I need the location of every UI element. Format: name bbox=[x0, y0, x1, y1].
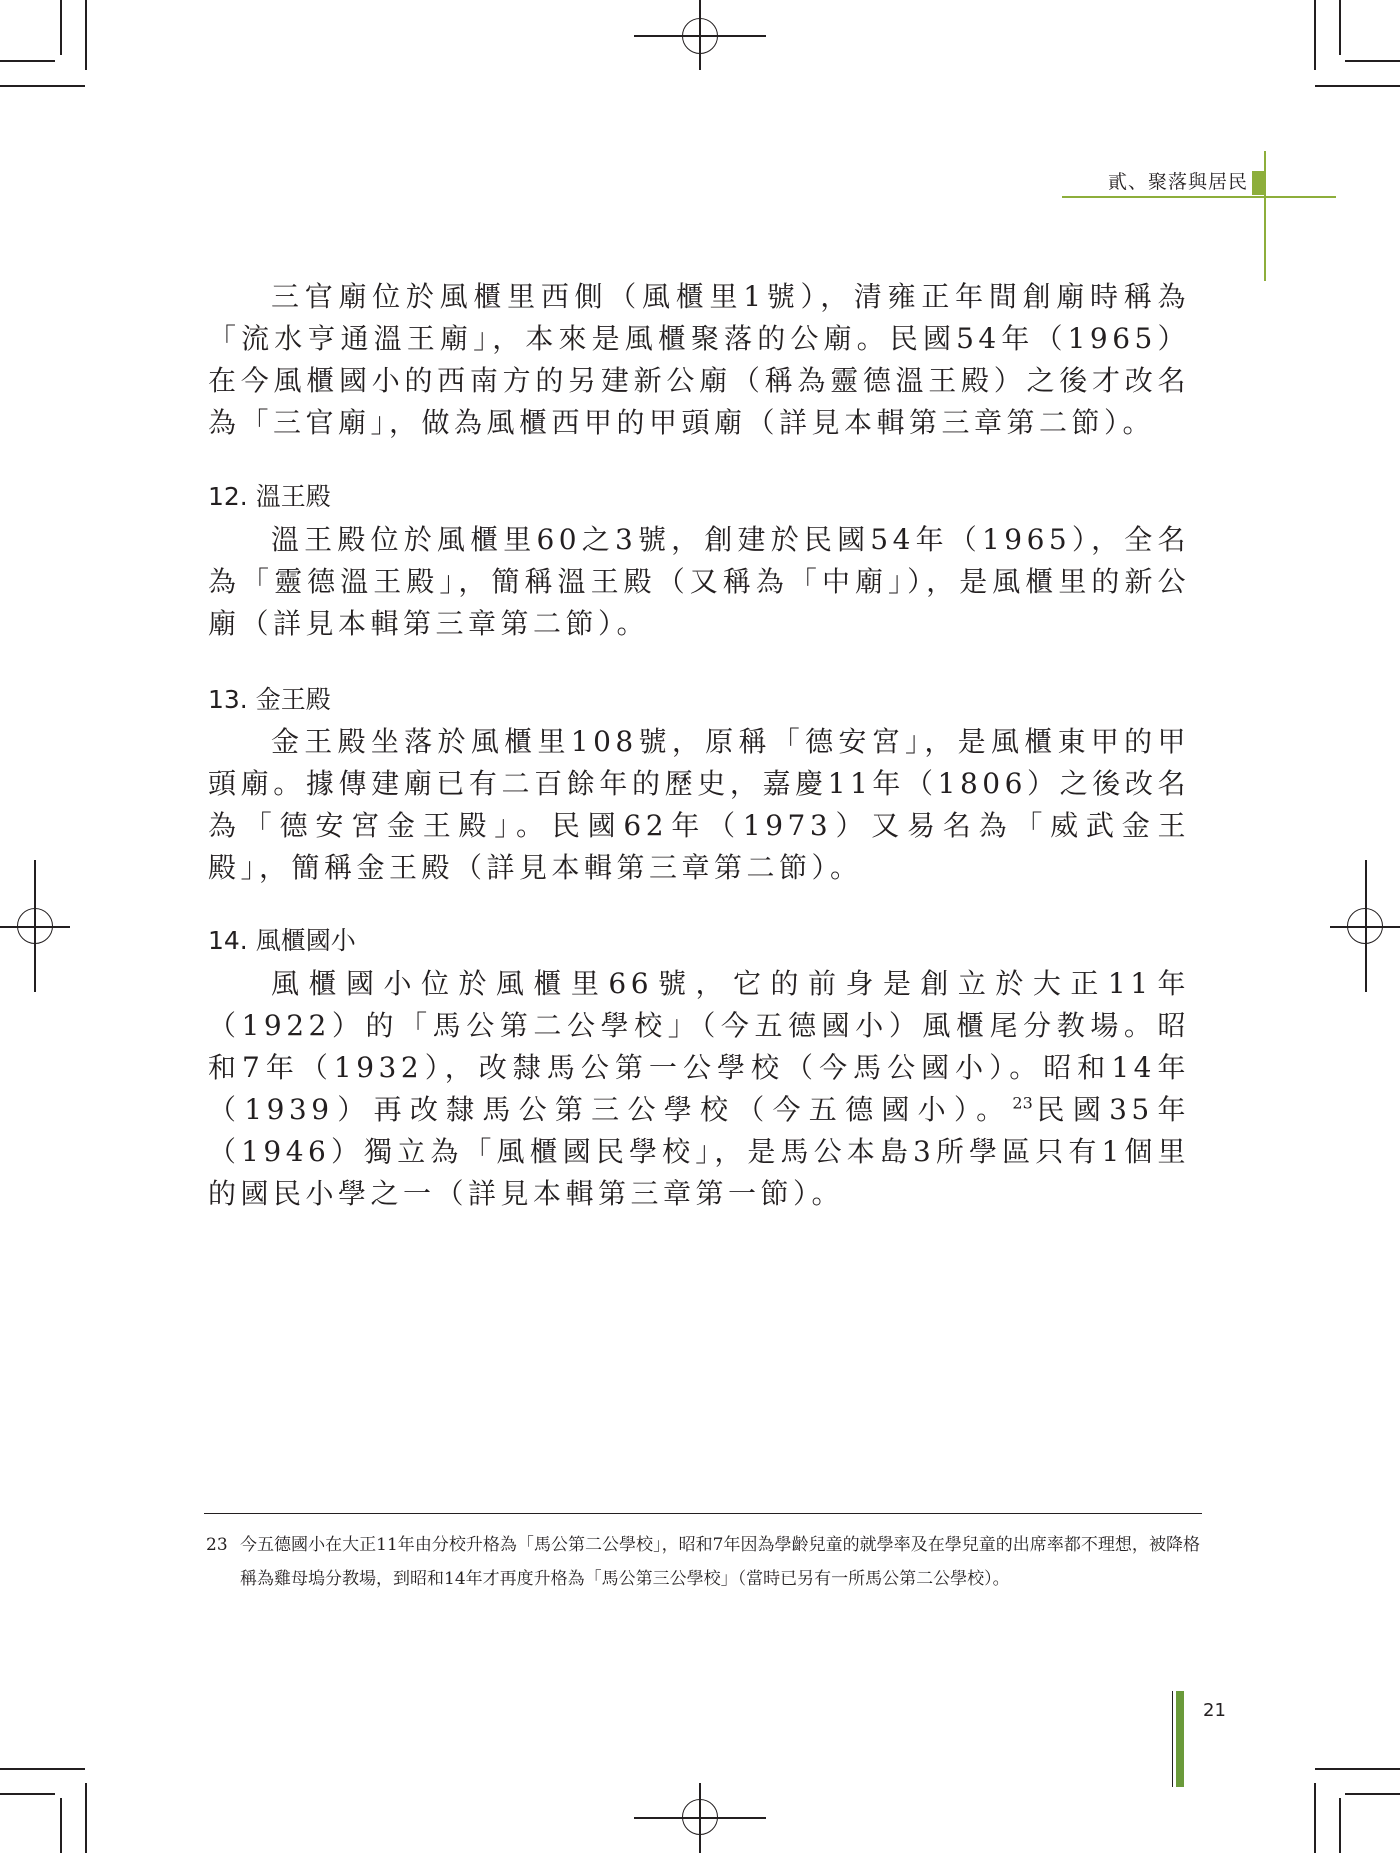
running-header: 貳、聚落與居民 bbox=[1107, 171, 1248, 193]
heading-wenwang-hall: 12. 溫王殿 bbox=[208, 482, 331, 511]
footnote-number: 23 bbox=[206, 1535, 228, 1555]
page-number: 21 bbox=[1203, 1700, 1226, 1721]
paragraph-part-1: 風櫃國小位於風櫃里66號，它的前身是創立於大正11年（1922）的「馬公第二公學校」（今五德國小）風櫃尾分教場。昭和7年（1932），改隸馬公第一公學校（今馬公國小）。昭和14年（1939）再改隸馬公第三公學校（今五德國小）。 bbox=[208, 967, 1190, 1126]
footnote-text: 今五德國小在大正11年由分校升格為「馬公第二公學校」，昭和7年因為學齡兒童的就學率及在學兒童的出席率都不理想，被降格稱為雞母塢分教場，到昭和14年才再度升格為「馬公第三公學校」（當時已另有一所馬公第二公學校）。 bbox=[240, 1535, 1200, 1589]
page-number-bar bbox=[1176, 1691, 1184, 1787]
heading-jinwang-hall: 13. 金王殿 bbox=[208, 685, 331, 714]
footnote-divider bbox=[204, 1513, 1202, 1514]
footnote-ref-23[interactable]: 23 bbox=[1012, 1093, 1033, 1113]
paragraph-wenwang-hall: 溫王殿位於風櫃里60之3號，創建於民國54年（1965），全名為「靈德溫王殿」，簡稱溫王殿（又稱為「中廟」），是風櫃里的新公廟（詳見本輯第三章第二節）。 bbox=[208, 523, 1190, 640]
paragraph-fenggui-elementary bbox=[208, 963, 1190, 1215]
paragraph-jinwang-hall: 金王殿坐落於風櫃里108號，原稱「德安宮」，是風櫃東甲的甲頭廟。據傳建廟已有二百餘年的歷史，嘉慶11年（1806）之後改名為「德安宮金王殿」。民國62年（1973）又易名為「威武金王殿」，簡稱金王殿（詳見本輯第三章第二節）。 bbox=[208, 725, 1190, 884]
paragraph-sanguan-temple: 三官廟位於風櫃里西側（風櫃里1號），清雍正年間創廟時稱為「流水亨通溫王廟」，本來是風櫃聚落的公廟。民國54年（1965）在今風櫃國小的西南方的另建新公廟（稱為靈德溫王殿）之後才改名為「三官廟」，做為風櫃西甲的甲頭廟（詳見本輯第三章第二節）。 bbox=[208, 280, 1190, 439]
heading-fenggui-elementary: 14. 風櫃國小 bbox=[208, 926, 356, 955]
footnote-23 bbox=[206, 1528, 1200, 1596]
paragraph-part-2: 民國35年（1946）獨立為「風櫃國民學校」，是馬公本島3所學區只有1個里的國民小學之一（詳見本輯第三章第一節）。 bbox=[208, 1093, 1190, 1210]
page-number-rule bbox=[1172, 1691, 1173, 1787]
